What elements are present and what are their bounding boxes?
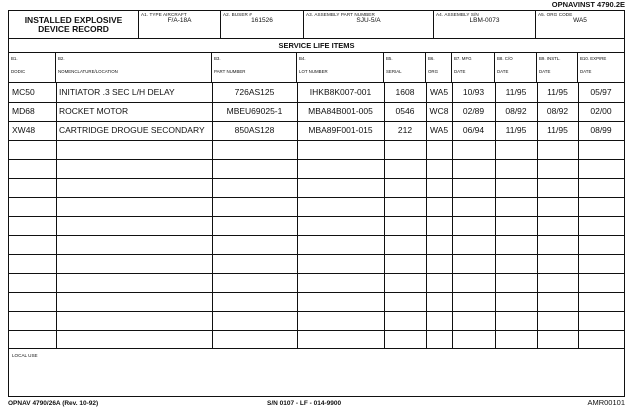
org-cell: WC8 <box>429 106 449 116</box>
part-number-cell: 850AS128 <box>234 125 275 135</box>
grid-rule <box>9 159 624 160</box>
type-aircraft-field <box>139 11 221 39</box>
doc-reference: OPNAVINST 4790.2E <box>551 0 625 9</box>
local-use-area <box>9 348 624 396</box>
type-aircraft-value: F/A-18A <box>167 17 192 24</box>
grid-rule <box>9 254 624 255</box>
dodic-cell: MD68 <box>12 106 35 116</box>
col-org <box>426 53 452 83</box>
col-num: B10. EXPIRE <box>580 56 607 61</box>
table-row <box>9 83 624 102</box>
col-instl-date <box>537 53 578 83</box>
org-cell: WA5 <box>429 87 449 97</box>
buser-value: 161526 <box>251 17 273 24</box>
assembly-part-number-value: SJU-5/A <box>356 17 381 24</box>
col-name: DATE <box>497 69 509 74</box>
col-name: DATE <box>454 69 466 74</box>
serial-cell: 0546 <box>395 106 415 116</box>
section-title: SERVICE LIFE ITEMS <box>9 39 624 53</box>
expire-date-cell: 05/97 <box>590 87 612 97</box>
column-headers <box>9 53 624 83</box>
stock-number: S/N 0107 - LF - 014-9900 <box>267 400 342 407</box>
col-name: DATE <box>580 69 592 74</box>
org-code-label: A5. ORG CODE <box>538 12 573 17</box>
lot-number-cell: MBA84B001-005 <box>308 106 373 116</box>
col-num: B2. <box>58 56 65 61</box>
expire-date-cell: 02/00 <box>590 106 612 116</box>
col-co-date <box>495 53 537 83</box>
serial-cell: 1608 <box>395 87 415 97</box>
type-aircraft-label: A1. TYPE AIRCRAFT <box>141 12 187 17</box>
grid-rule <box>9 311 624 312</box>
grid-rule <box>9 102 624 103</box>
assembly-part-number-label: A3. ASSEMBLY PART NUMBER <box>306 12 375 17</box>
col-name: DODIC <box>11 69 26 74</box>
col-name: ORG <box>428 69 439 74</box>
buser-field <box>221 11 304 39</box>
image-reference: AMR00101 <box>587 398 625 407</box>
part-number-cell: 726AS125 <box>234 87 275 97</box>
grid-rule <box>9 121 624 122</box>
grid-rule <box>9 178 624 179</box>
col-serial <box>384 53 426 83</box>
table-row <box>9 102 624 121</box>
col-num: B8. C/O <box>497 56 513 61</box>
col-name: DATE <box>539 69 551 74</box>
co-date-cell: 08/92 <box>505 106 527 116</box>
org-code-value: WA5 <box>573 17 587 24</box>
instl-date-cell: 11/95 <box>547 87 568 97</box>
col-expire-date <box>578 53 624 83</box>
grid-rule <box>9 140 624 141</box>
col-dodic <box>9 53 56 83</box>
org-code-field <box>536 11 624 39</box>
nomenclature-cell: CARTRIDGE DROGUE SECONDARY <box>59 125 205 135</box>
lot-number-cell: MBA89F001-015 <box>308 125 373 135</box>
form-title-cell <box>9 11 139 39</box>
col-num: B4. <box>299 56 306 61</box>
col-num: B1. <box>11 56 18 61</box>
form-title: INSTALLED EXPLOSIVE DEVICE RECORD <box>24 15 123 34</box>
col-num: B6. <box>428 56 435 61</box>
service-life-grid <box>9 83 624 348</box>
local-use-label: LOCAL USE <box>12 353 38 358</box>
co-date-cell: 11/95 <box>505 125 527 135</box>
col-num: B5. <box>386 56 393 61</box>
col-mfg-date <box>452 53 495 83</box>
assembly-sn-field <box>434 11 536 39</box>
dodic-cell: MC50 <box>12 87 35 97</box>
grid-rule <box>9 235 624 236</box>
form-header <box>9 11 624 39</box>
buser-label: A2. BUSER # <box>223 12 252 17</box>
col-num: B7. MFG <box>454 56 472 61</box>
assembly-sn-label: A4. ASSEMBLY S/N <box>436 12 479 17</box>
nomenclature-cell: ROCKET MOTOR <box>59 106 129 116</box>
grid-rule <box>9 273 624 274</box>
grid-rule <box>9 330 624 331</box>
col-nomenclature <box>56 53 212 83</box>
grid-rule <box>9 197 624 198</box>
col-lot-number <box>297 53 384 83</box>
serial-cell: 212 <box>397 125 413 135</box>
col-name: PART NUMBER <box>214 69 246 74</box>
part-number-cell: MBEU69025-1 <box>226 106 283 116</box>
explosive-device-record-form <box>8 10 625 397</box>
assembly-sn-value: LBM-0073 <box>469 17 500 24</box>
instl-date-cell: 08/92 <box>546 106 569 116</box>
instl-date-cell: 11/95 <box>547 125 568 135</box>
expire-date-cell: 08/99 <box>590 125 612 135</box>
mfg-date-cell: 10/93 <box>462 87 485 97</box>
org-cell: WA5 <box>429 125 449 135</box>
form-number: OPNAV 4790/26A (Rev. 10-92) <box>8 400 99 407</box>
grid-rule <box>9 216 624 217</box>
col-num: B9. INSTL. <box>539 56 561 61</box>
lot-number-cell: IHKB8K007-001 <box>309 87 372 97</box>
nomenclature-cell: INITIATOR .3 SEC L/H DELAY <box>59 87 175 97</box>
col-name: NOMENCLATURE/LOCATION <box>58 69 118 74</box>
grid-rule <box>9 292 624 293</box>
co-date-cell: 11/95 <box>505 87 527 97</box>
assembly-part-number-field <box>304 11 434 39</box>
mfg-date-cell: 06/94 <box>462 125 485 135</box>
mfg-date-cell: 02/89 <box>462 106 485 116</box>
col-num: B3. <box>214 56 221 61</box>
col-name: SERIAL <box>386 69 402 74</box>
table-row <box>9 121 624 140</box>
col-name: LOT NUMBER <box>299 69 328 74</box>
dodic-cell: XW48 <box>12 125 36 135</box>
col-part-number <box>212 53 297 83</box>
